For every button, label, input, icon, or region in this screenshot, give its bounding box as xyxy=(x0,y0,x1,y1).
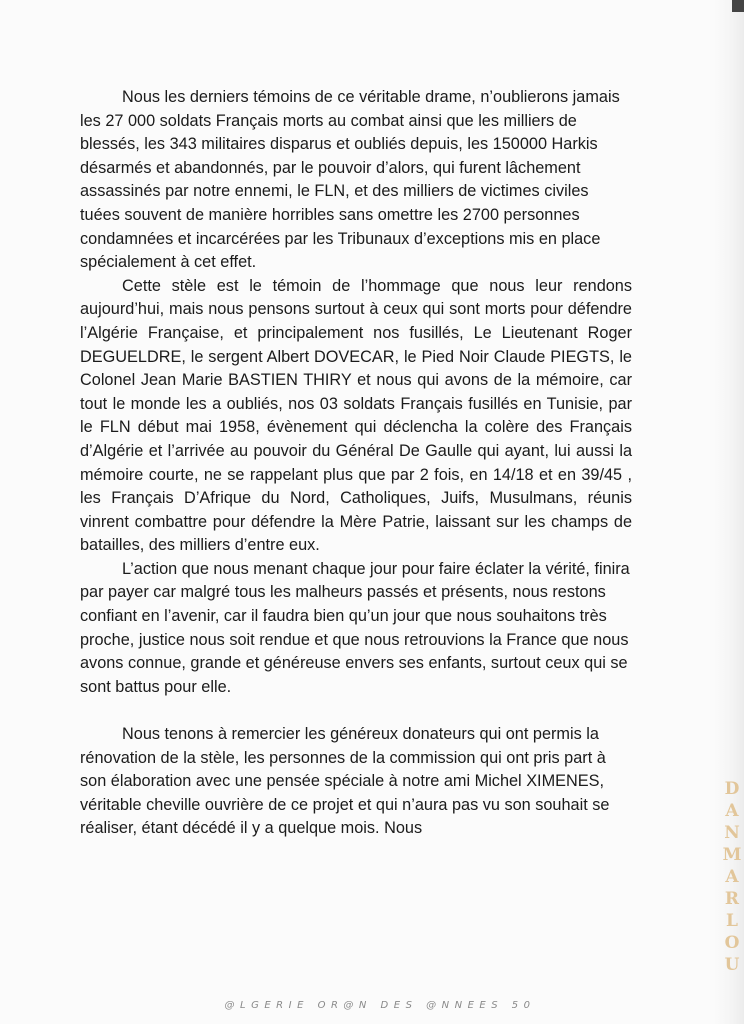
paragraph-1: Nous les derniers témoins de ce véritable drame, n’oublierons jamais les 27 000 soldats Français morts au combat ainsi que les milliers de blessés, les 343 militaires disparus et oubliés depuis, les 150000 Harkis désarmés et abandonnés, par le pouvoir d’alors, qui furent lâchement assassinés par notre ennemi, le FLN, et des milliers de victimes civiles tuées souvent de manière horribles sans omettre les 2700 personnes condamnées et incarcérées par les Tribunaux d’exceptions mis en place spécialement à cet effet. xyxy=(80,88,620,272)
paragraph-3: L’action que nous menant chaque jour pour faire éclater la vérité, finira par payer car malgré tous les malheurs passés et présents, nous restons confiant en l’avenir, car il faudra bien qu’un jour que nous souhaitons très proche, justice nous soit rendue et que nous retrouvions la France que nous avons connue, grande et généreuse envers ses enfants, surtout ceux qui se sont battus pour elle. xyxy=(80,559,630,696)
document-body xyxy=(80,86,632,841)
watermark xyxy=(716,772,744,984)
page-footer: @LGERIE OR@N DES @NNEES 50 xyxy=(224,1000,536,1011)
paragraph-2: Cette stèle est le témoin de l’hommage que nous leur rendons aujourd’hui, mais nous pensons surtout à ceux qui sont morts pour défendre l’Algérie Française, et principalement nos fusillés, Le Lieutenant Roger DEGUELDRE, le sergent Albert DOVECAR, le Pied Noir Claude PIEGTS, le Colonel Jean Marie BASTIEN THIRY et nous qui avons de la mémoire, car tout le monde les a oubliés, nos 03 soldats Français fusillés en Tunisie, par le FLN début mai 1958, évènement qui déclencha la colère des Français d’Algérie et l’arrivée au pouvoir du Général De Gaulle qui ayant, lui aussi la mémoire courte, ne se rappelant plus que par 2 fois, en 14/18 et en 39/45 , les Français D’Afrique du Nord, Catholiques, Juifs, Musulmans, réunis vinrent combattre pour défendre la Mère Patrie, laissant sur les champs de batailles, des milliers d’entre eux. xyxy=(80,276,632,555)
watermark-text: DANMARLOU xyxy=(722,779,742,977)
paragraph-4: Nous tenons à remercier les généreux donateurs qui ont permis la rénovation de la stèle, les personnes de la commission qui ont pris part à son élaboration avec une pensée spéciale à notre ami Michel XIMENES, véritable cheville ouvrière de ce projet et qui n’aura pas vu son souhait se réaliser, étant décédé il y a quelque mois. Nous xyxy=(80,725,610,838)
scan-corner-shadow xyxy=(732,0,744,12)
